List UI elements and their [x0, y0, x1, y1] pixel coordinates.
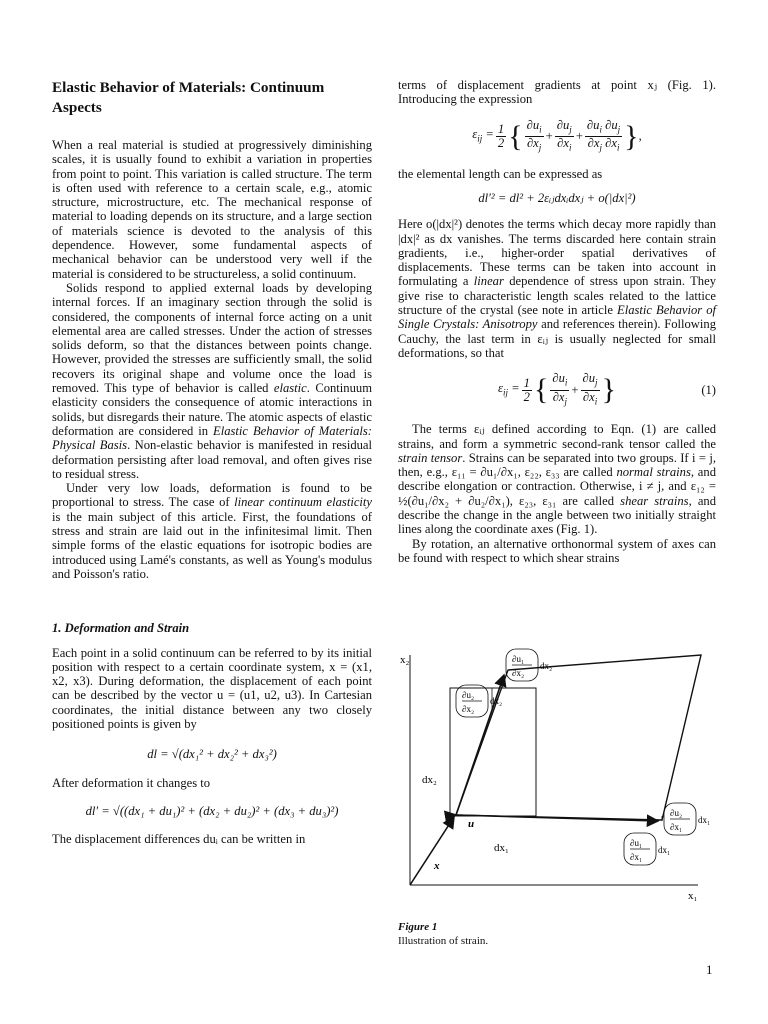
ref-single-crystals: Elastic Behavior of Single Crystals: Anisotropy	[398, 303, 717, 332]
du2dx2-label	[456, 685, 502, 717]
equation-dl: dl = √(dx₁² + dx₂² + dx₃²)	[147, 747, 277, 762]
strain-figure	[398, 645, 718, 902]
left-column	[52, 78, 372, 846]
rotation-paragraph: By rotation, an alternative orthonormal system of axes can be found with respect to which shear strains	[398, 536, 716, 565]
svg-text:∂u₁: ∂u₁	[512, 654, 525, 664]
paragraph-3: Under very low loads, deformation is found to be proportional to stress. The case of linear continuum elasticity is the main subject of this article. First, the foundations of stress and strain are laid out in the infinitesimal limit. Then simple forms of the elastic equations for isotropic bodies are introduced using Lamé's constants, as well as Young's modulus and Poisson's ratio.	[52, 481, 372, 581]
elastic-term: elastic	[273, 381, 307, 396]
position-vector	[410, 817, 454, 885]
paragraph-2: Solids respond to applied external loads by developing internal forces. If an imaginary section through the solid is considered, the components of internal force acting on a unit elemental area are called stresses. Under the action of stresses solids deform, so that the distances between points change. However, provided the stresses are sufficiently small, the solid recovers its original shape and volume once the load is removed. This type of behavior is called elastic. Continuum elasticity considers the consequence of atomic interactions in solids, but disregards their nature. The atomic aspects of elastic deformation are considered in Elastic Behavior of Materials: Physical Basis. Non-elastic behavior is manifested in residual deformation persisting after load removal, and often gives rise to residual stress.	[52, 280, 372, 481]
right-column	[398, 78, 716, 565]
du1dx1-label	[624, 833, 670, 865]
page-number: 1	[706, 962, 713, 977]
lce-term: linear continuum elasticity	[234, 495, 372, 510]
right-intro: terms of displacement gradients at point xⱼ (Fig. 1). Introducing the expression	[398, 78, 716, 107]
x1-axis-label: x₁	[688, 890, 698, 902]
du2dx1-label	[664, 803, 710, 835]
after-deformation-text: After deformation it changes to	[52, 775, 211, 790]
svg-text:∂x₁: ∂x₁	[630, 852, 643, 862]
displacement-diff-text: The displacement differences duᵢ can be written in	[52, 832, 306, 847]
section-heading-deformation: 1. Deformation and Strain	[52, 621, 190, 636]
svg-text:∂u₁: ∂u₁	[630, 838, 643, 848]
section1-paragraph: Each point in a solid continuum can be referred to by its initial position with respect to a certain coordinate system, x = (x1, x2, x3). During deformation, the displacement of each point can be described by the vector u = (u1, u2, u3). In Cartesian coordinates, the initial distance between any two closely positioned points is given by	[52, 645, 372, 731]
x2-axis-label: x₂	[400, 654, 410, 666]
dx2-label: dx₂	[422, 774, 437, 786]
terms-paragraph: The terms εᵢⱼ defined according to Eqn. (1) are called strains, and form a symmetric second-rank tensor called the strain tensor. Strains can be separated into two groups. If i = j, then, e.g., ε₁₁ = ∂u₁/∂x₁, ε₂₂, ε₃₃ are called normal strains, and describe elongation or contraction. Otherwise, i ≠ j, and ε₁₂ = ½(∂u₁/∂x₂ + ∂u₂/∂x₁), ε₂₃, ε₃₁ are called shear strains, and describe the change in the angle between two initially straight lines along the coordinate axes (Fig. 1).	[398, 422, 716, 537]
elemental-length-text: the elemental length can be expressed as	[398, 166, 603, 181]
x-vector-label: x	[434, 860, 440, 872]
equation-dl-prime: dl′ = √((dx₁ + du₁)² + (dx₂ + du₂)² + (dx₃ + du₃)²)	[85, 803, 339, 818]
u-vector-label: u	[468, 818, 475, 830]
svg-text:∂x₂: ∂x₂	[462, 704, 475, 714]
svg-text:dx₁: dx₁	[658, 845, 671, 855]
svg-text:∂u₂: ∂u₂	[462, 690, 475, 700]
equation-strain-full: $\varepsilon_{ij}$ = $\frac{1}{2}$ { $\frac{\partial u_i}{\partial x_j}$ + $\frac{\partial u_j}{\partial x_i}$ + $\frac{\partial u_i \partial u_j}{\partial x_j \partial x_i}$ } ,	[472, 117, 642, 153]
equation-number: (1)	[701, 383, 716, 398]
svg-text:dx₁: dx₁	[698, 815, 711, 825]
du1dx2-label	[506, 649, 552, 681]
figure-caption-label: Figure 1	[398, 921, 438, 933]
displacement-vector	[450, 815, 456, 816]
svg-text:dx₂: dx₂	[540, 661, 553, 671]
ref-physical-basis: Elastic Behavior of Materials: Physical Basis	[52, 423, 372, 453]
equation-1: $\varepsilon_{ij}$ = $\frac{1}{2}$ { $\frac{\partial u_i}{\partial x_j}$ + $\frac{\partial u_j}{\partial x_i}$ } (1)	[498, 371, 716, 407]
svg-text:∂x₁: ∂x₁	[670, 822, 683, 832]
svg-text:dx₂: dx₂	[490, 696, 503, 706]
svg-text:∂u₂: ∂u₂	[670, 808, 683, 818]
here-paragraph: Here o(|dx|²) denotes the terms which decay more rapidly than |dx|² as dx vanishes. The terms discarded here contain strain gradients, i.e., higher-order spatial derivatives of displacements. These terms can be taken into account in formulating a linear dependence of stress upon strain. They give rise to characteristic length scales related to the lattice structure of the crystal (see note in article Elastic Behavior of Single Crystals: Anisotropy and references therein). Following Cauchy, the last term in εᵢⱼ is usually neglected for small deformations, so that	[398, 217, 717, 360]
deformed-dx1-vector	[456, 815, 658, 821]
deformed-element	[456, 655, 701, 820]
figure-caption-text: Illustration of strain.	[398, 935, 489, 947]
dx1-label: dx₁	[494, 842, 509, 854]
article-title: Elastic Behavior of Materials: Continuum Aspects	[52, 79, 325, 116]
equation-dl2: dl′² = dl² + 2εᵢⱼdxᵢdxⱼ + o(|dx|²)	[478, 190, 636, 205]
svg-text:∂x₂: ∂x₂	[512, 668, 525, 678]
intro-paragraph: When a real material is studied at progressively diminishing scales, it is usually found to exhibit a variation in properties from point to point. This variation is called structure. The term is often used with reference to a certain scale, e.g., atomic structure, microstructure, etc. The mechanical response of material to loading depends on its structure, and a large section of materials science is devoted to the analysis of this dependence. However, some fundamental aspects of mechanical behavior can be understood very well if the material is considered to be structureless, a solid continuum.	[52, 138, 372, 281]
